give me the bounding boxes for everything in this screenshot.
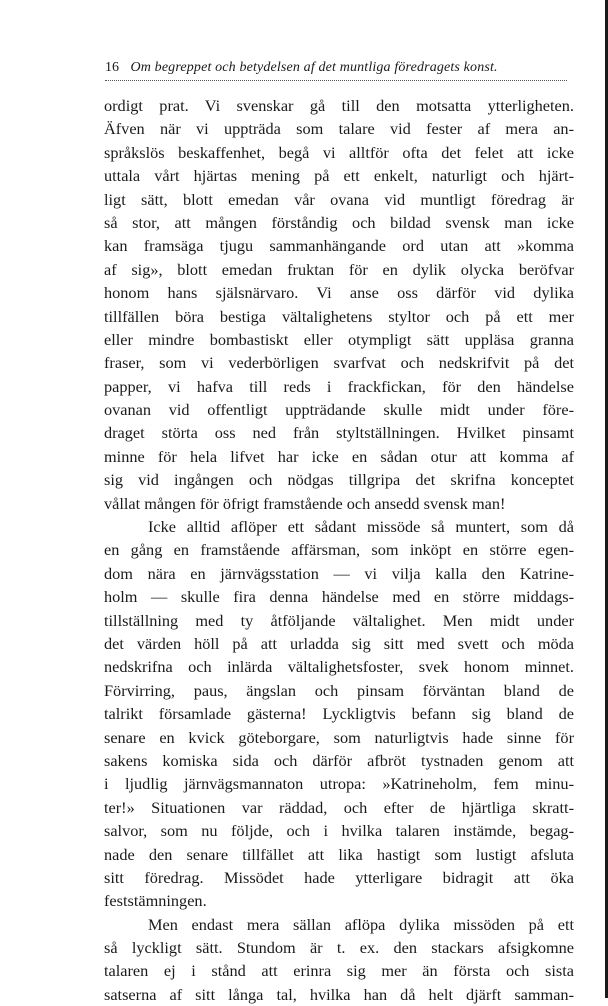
text-line: papper, vi hafva till reds i frackfickan, för den händelse [104, 376, 574, 396]
text-line: honom hans själsnärvaro. Vi anse oss därför vid dylika [104, 283, 574, 303]
text-line: draget störta oss ned från styltställningen. Hvilket pinsamt [104, 423, 574, 443]
text-line: feststämningen. [104, 891, 207, 911]
text-line: tillfällen böra bestiga vältalighetens styltor och på ett mer [104, 306, 574, 326]
text-line: språkslös beskaffenhet, begå vi alltför ofta det felet att icke [104, 142, 574, 162]
text-line: talrikt församlade gästerna! Lyckligtvis befann sig bland de [104, 704, 574, 724]
text-line: Förvirring, paus, ängslan och pinsam förväntan bland de [104, 680, 574, 700]
body-text [104, 94, 574, 1006]
text-line: eller mindre bombastiskt eller otympligt sätt uppläsa granna [104, 329, 574, 349]
text-line: ligt sätt, blott emedan vår ovana vid muntligt föredrag är [104, 189, 574, 209]
text-line: sig vid ingången och nödgas tillgripa det skrifna konceptet [104, 470, 574, 490]
text-line: senare en kvick göteborgare, som naturligtvis hade sinne för [104, 727, 574, 747]
text-line: i ljudlig järnvägsmannaton utropa: »Katrineholm, fem minu- [104, 774, 574, 794]
text-line: Äfven när vi uppträda som talare vid fester af mera an- [104, 119, 574, 139]
text-line: holm — skulle fira denna händelse med en större middags- [104, 587, 574, 607]
text-line: ter!» Situationen var räddad, och efter de hjärtliga skratt- [104, 797, 574, 817]
text-line: nade den senare tillfället att lika hastigt som lustigt afsluta [104, 844, 574, 864]
text-line: nedskrifna och inlärda vältalighetsfoster, svek honom minnet. [104, 657, 574, 677]
text-line: satserna af sitt långa tal, hvilka han då helt djärft samman- [104, 984, 574, 1004]
page-number: 16 [105, 60, 119, 75]
text-line: Icke alltid aflöper ett sådant missöde så muntert, som då [148, 517, 574, 537]
page-header [105, 57, 570, 79]
text-line: en gång en framstående affärsman, som inköpt en större egen- [104, 540, 574, 560]
text-line: minne för hela lifvet har icke en sådan otur att komma af [104, 446, 574, 466]
text-line: vållat mången för öfrigt framstående och ansedd svensk man! [104, 493, 506, 513]
text-line: tillställning med ty åtföljande vältalighet. Men midt under [104, 610, 574, 630]
text-line: så lyckligt sätt. Stundom är t. ex. den stackars afsigkomne [104, 938, 574, 958]
text-line: sitt föredrag. Missödet hade ytterligare bidragit att öka [104, 867, 574, 887]
text-line: talaren ej i stånd att erinra sig mer än första och sista [104, 961, 574, 981]
text-line: dom nära en järnvägsstation — vi vilja kalla den Katrine- [104, 563, 574, 583]
text-line: ordigt prat. Vi svenskar gå till den motsatta ytterligheten. [104, 96, 574, 115]
text-line: uttala vårt hjärtas mening på ett enkelt, naturligt och hjärt- [104, 166, 574, 186]
text-line: ovanan vid offentligt uppträdande skulle midt under före- [104, 400, 574, 420]
text-line: sakens komiska sida och därför afbröt tystnaden genom att [104, 750, 574, 770]
text-line: så stor, att mången förståndig och bildad svensk man icke [104, 212, 574, 232]
text-line: kan framsäga tjugu sammanhängande ord utan att »komma [104, 236, 574, 256]
running-title: Om begreppet och betydelsen af det muntliga föredragets konst. [130, 60, 498, 75]
text-line: salvor, som nu följde, och i hvilka talaren instämde, begag- [104, 821, 574, 841]
header-rule [105, 80, 567, 81]
text-line: fraser, som vi vederbörligen svarfvat och nedskrifvit på det [104, 353, 574, 373]
text-line: Men endast mera sällan aflöpa dylika missöden på ett [148, 914, 574, 934]
text-line: det värden höll på att urladda sig sitt med svett och möda [104, 633, 574, 653]
text-line: af sig», blott emedan fruktan för en dylik olycka beröfvar [104, 259, 574, 279]
